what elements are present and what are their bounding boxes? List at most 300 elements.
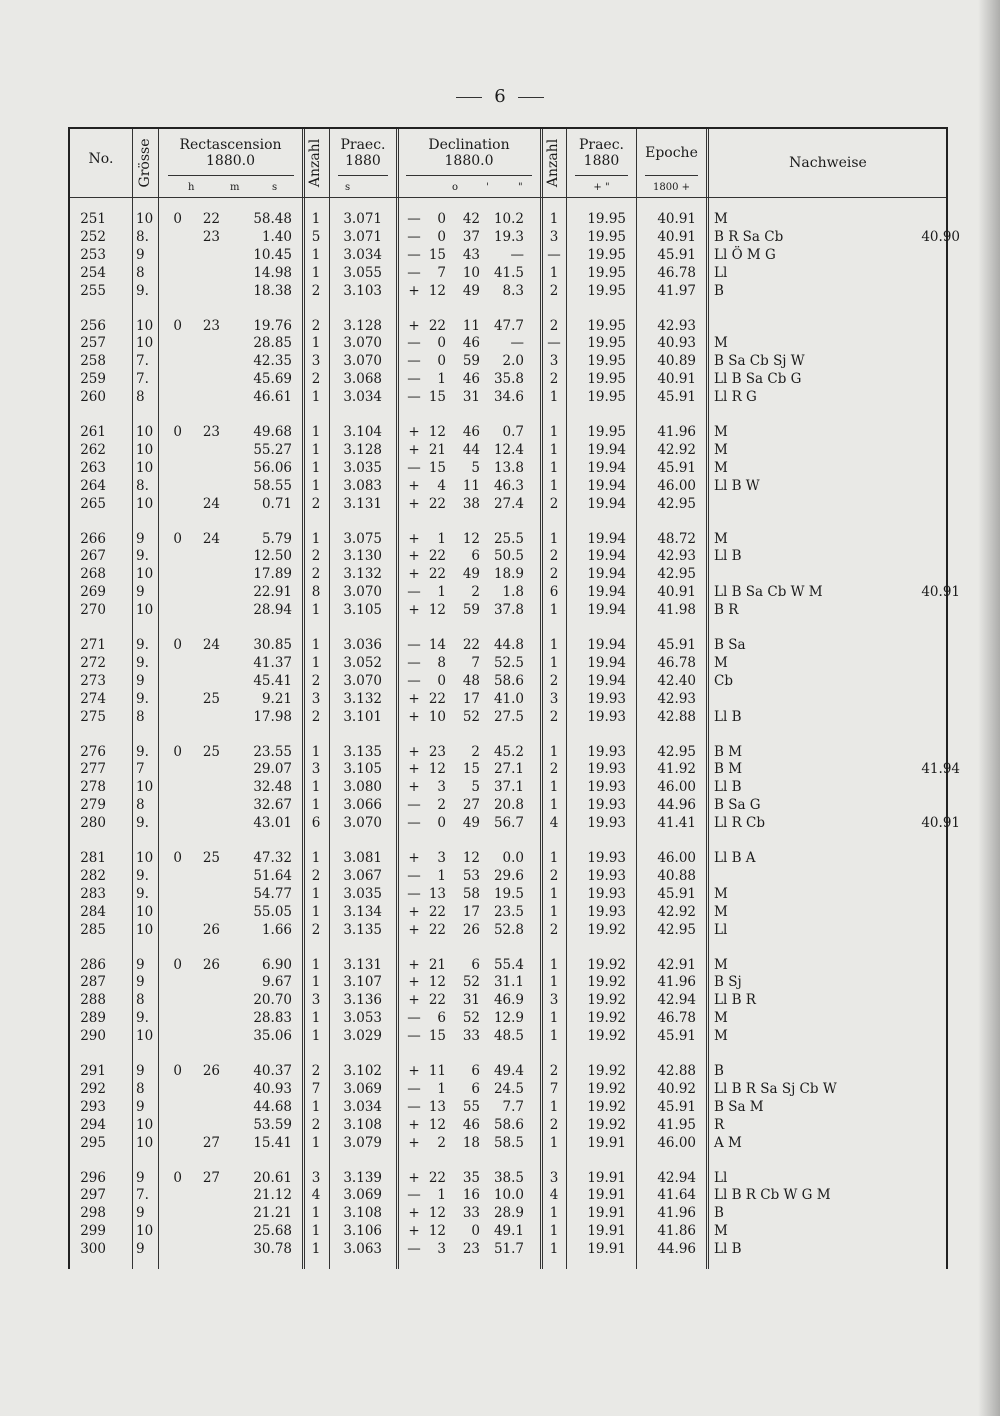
cell-note: 41.94 <box>921 761 960 778</box>
cell-sign: + <box>408 1134 420 1151</box>
cell-ep: 42.92 <box>657 441 696 458</box>
cell-n2: 2 <box>549 317 559 334</box>
table-row <box>70 813 960 833</box>
cell-n2: 2 <box>549 921 559 938</box>
header-epoche: Epoche <box>645 145 698 161</box>
cell-n1: 1 <box>311 974 321 991</box>
cell-ep: 44.96 <box>657 1241 696 1258</box>
cell-n1: 1 <box>311 211 321 227</box>
cell-n2: 2 <box>549 548 559 565</box>
cell-dd: 22 <box>428 690 446 707</box>
cell-prd: 19.94 <box>587 584 626 601</box>
table-row <box>70 1026 946 1046</box>
cell-dd: 22 <box>428 921 446 938</box>
cell-ep: 42.91 <box>657 956 696 973</box>
cell-sign: + <box>408 974 420 991</box>
cell-m: 26 <box>202 1063 220 1079</box>
cell-ds: 29.6 <box>493 867 524 884</box>
cell-ds: 58.5 <box>493 1134 524 1151</box>
cell-n2: 1 <box>549 1028 559 1045</box>
cell-sign: + <box>408 850 420 866</box>
cell-prd: 19.93 <box>587 708 626 725</box>
cell-pra: 3.034 <box>343 246 382 263</box>
header-ra-unit-m: m <box>230 182 240 193</box>
cell-s: 51.64 <box>253 867 292 884</box>
cell-prd: 19.94 <box>587 654 626 671</box>
cell-ds: 12.4 <box>493 441 524 458</box>
header-ra: Rectascension <box>179 137 282 153</box>
cell-n1: 3 <box>311 1169 321 1186</box>
cell-ep: 45.91 <box>657 885 696 902</box>
cell-n2: 4 <box>549 815 559 832</box>
cell-n2: 1 <box>549 797 559 814</box>
header-nachweise: Nachweise <box>789 155 867 171</box>
cell-mag: 9 <box>136 974 145 991</box>
cell-mag: 10 <box>136 1223 154 1240</box>
cell-pra: 3.069 <box>343 1080 382 1097</box>
cell-s: 9.21 <box>261 690 292 707</box>
cell-pra: 3.035 <box>343 885 382 902</box>
cell-no: 271 <box>80 637 106 653</box>
cell-n1: 1 <box>311 1028 321 1045</box>
cell-ep: 42.88 <box>657 708 696 725</box>
cell-ds: 19.3 <box>493 228 524 245</box>
cell-s: 58.55 <box>253 477 292 494</box>
cell-ref: Ll B <box>714 779 742 796</box>
header-ra-subrule <box>168 175 294 176</box>
cell-s: 45.41 <box>253 672 292 689</box>
cell-s: 9.67 <box>261 974 292 991</box>
cell-n2: 1 <box>549 211 559 227</box>
cell-prd: 19.95 <box>587 424 626 440</box>
cell-no: 279 <box>80 797 106 814</box>
cell-n2: 1 <box>549 1223 559 1240</box>
cell-dm: 46 <box>462 1116 480 1133</box>
cell-mag: 9 <box>136 956 145 973</box>
cell-no: 251 <box>80 211 106 227</box>
cell-pra: 3.052 <box>343 654 382 671</box>
cell-dm: 6 <box>471 956 480 973</box>
cell-s: 28.85 <box>253 335 292 352</box>
cell-s: 28.94 <box>253 602 292 619</box>
cell-ref: Ll B R <box>714 992 756 1009</box>
cell-n1: 1 <box>311 246 321 263</box>
cell-mag: 9 <box>136 530 145 547</box>
header-decl-epoch: 1880.0 <box>444 153 494 169</box>
cell-pra: 3.034 <box>343 389 382 406</box>
cell-sign: — <box>407 815 421 832</box>
cell-dd: 3 <box>437 850 446 866</box>
cell-no: 274 <box>80 690 106 707</box>
page-number-text: 6 <box>494 86 506 107</box>
table-row <box>70 494 946 514</box>
cell-n1: 1 <box>311 1098 321 1115</box>
cell-dm: 2 <box>471 584 480 601</box>
cell-s: 54.77 <box>253 885 292 902</box>
cell-sign: — <box>407 654 421 671</box>
cell-mag: 10 <box>136 335 154 352</box>
cell-ep: 42.95 <box>657 495 696 512</box>
cell-pra: 3.108 <box>343 1205 382 1222</box>
cell-ref: M <box>714 459 728 476</box>
cell-mag: 9. <box>136 690 149 707</box>
cell-dm: 18 <box>462 1134 480 1151</box>
cell-pra: 3.106 <box>343 1223 382 1240</box>
cell-n1: 1 <box>311 477 321 494</box>
cell-h: 0 <box>173 424 182 440</box>
cell-no: 294 <box>80 1116 106 1133</box>
cell-ref: Ll B <box>714 548 742 565</box>
cell-dm: 7 <box>471 654 480 671</box>
cell-ep: 45.91 <box>657 1098 696 1115</box>
cell-no: 252 <box>80 228 106 245</box>
cell-dm: 33 <box>462 1205 480 1222</box>
cell-n2: 1 <box>549 459 559 476</box>
cell-s: 6.90 <box>261 956 292 973</box>
cell-pra: 3.080 <box>343 779 382 796</box>
cell-mag: 9. <box>136 637 149 653</box>
cell-ds: 50.5 <box>493 548 524 565</box>
cell-m: 24 <box>202 495 220 512</box>
cell-s: 15.41 <box>253 1134 292 1151</box>
cell-s: 23.55 <box>253 743 292 760</box>
cell-prd: 19.92 <box>587 1063 626 1079</box>
cell-ref: Ll B R Sa Sj Cb W <box>714 1080 837 1097</box>
cell-n2: 1 <box>549 441 559 458</box>
cell-n1: 1 <box>311 779 321 796</box>
cell-prd: 19.94 <box>587 441 626 458</box>
header-praec-ra-unit: s <box>345 182 351 193</box>
cell-n2: 3 <box>549 1169 559 1186</box>
cell-ep: 42.95 <box>657 566 696 583</box>
cell-prd: 19.92 <box>587 1098 626 1115</box>
cell-prd: 19.92 <box>587 956 626 973</box>
cell-ref: Ll B <box>714 1241 742 1258</box>
cell-ds: 51.7 <box>493 1241 524 1258</box>
cell-mag: 7. <box>136 1187 149 1204</box>
cell-no: 267 <box>80 548 106 565</box>
cell-prd: 19.95 <box>587 246 626 263</box>
cell-sign: + <box>408 282 420 299</box>
cell-sign: — <box>407 637 421 653</box>
cell-dd: 15 <box>428 459 446 476</box>
page-number-dash-right <box>518 97 544 98</box>
cell-ep: 41.96 <box>657 974 696 991</box>
cell-no: 295 <box>80 1134 106 1151</box>
cell-n1: 6 <box>311 815 321 832</box>
cell-pra: 3.053 <box>343 1010 382 1027</box>
cell-pra: 3.130 <box>343 548 382 565</box>
cell-no: 264 <box>80 477 106 494</box>
cell-dm: 12 <box>462 850 480 866</box>
cell-sign: + <box>408 602 420 619</box>
cell-pra: 3.134 <box>343 903 382 920</box>
cell-ref: M <box>714 530 728 547</box>
cell-ds: 1.8 <box>502 584 524 601</box>
cell-sign: + <box>408 779 420 796</box>
cell-prd: 19.91 <box>587 1169 626 1186</box>
cell-sign: + <box>408 548 420 565</box>
page-shadow <box>978 0 1000 1416</box>
header-decl-unit-sec: " <box>518 182 523 193</box>
cell-n1: 1 <box>311 1134 321 1151</box>
cell-prd: 19.95 <box>587 264 626 281</box>
cell-dd: 0 <box>437 228 446 245</box>
cell-no: 286 <box>80 956 106 973</box>
cell-n1: 1 <box>311 1223 321 1240</box>
cell-dd: 22 <box>428 548 446 565</box>
cell-prd: 19.92 <box>587 1080 626 1097</box>
cell-n1: 2 <box>311 867 321 884</box>
cell-s: 32.67 <box>253 797 292 814</box>
cell-n2: 3 <box>549 690 559 707</box>
cell-s: 56.06 <box>253 459 292 476</box>
cell-sign: + <box>408 690 420 707</box>
cell-no: 276 <box>80 743 106 760</box>
cell-n2: 2 <box>549 495 559 512</box>
cell-s: 28.83 <box>253 1010 292 1027</box>
cell-ds: 48.5 <box>493 1028 524 1045</box>
cell-dd: 22 <box>428 1169 446 1186</box>
cell-pra: 3.035 <box>343 459 382 476</box>
cell-dd: 1 <box>437 1187 446 1204</box>
cell-h: 0 <box>173 637 182 653</box>
cell-dd: 12 <box>428 1205 446 1222</box>
cell-prd: 19.95 <box>587 211 626 227</box>
cell-dm: 11 <box>462 477 480 494</box>
cell-n1: 3 <box>311 992 321 1009</box>
cell-dm: 38 <box>462 495 480 512</box>
cell-n1: 1 <box>311 602 321 619</box>
cell-m: 26 <box>202 956 220 973</box>
cell-s: 45.69 <box>253 371 292 388</box>
cell-ds: 52.8 <box>493 921 524 938</box>
cell-ep: 41.86 <box>657 1223 696 1240</box>
cell-dd: 1 <box>437 867 446 884</box>
cell-n2: 1 <box>549 530 559 547</box>
cell-s: 41.37 <box>253 654 292 671</box>
cell-dd: 12 <box>428 424 446 440</box>
cell-dm: 15 <box>462 761 480 778</box>
cell-sign: — <box>407 867 421 884</box>
cell-ref: B Sa G <box>714 797 761 814</box>
cell-mag: 9 <box>136 1205 145 1222</box>
cell-sign: — <box>407 389 421 406</box>
cell-sign: — <box>407 353 421 370</box>
cell-mag: 9. <box>136 815 149 832</box>
cell-ep: 40.91 <box>657 584 696 601</box>
cell-prd: 19.94 <box>587 602 626 619</box>
cell-ep: 42.88 <box>657 1063 696 1079</box>
cell-dm: 37 <box>462 228 480 245</box>
cell-s: 1.66 <box>261 921 292 938</box>
cell-dm: 46 <box>462 335 480 352</box>
cell-m: 24 <box>202 530 220 547</box>
cell-pra: 3.081 <box>343 850 382 866</box>
cell-pra: 3.070 <box>343 353 382 370</box>
cell-h: 0 <box>173 850 182 866</box>
cell-ep: 42.94 <box>657 992 696 1009</box>
cell-mag: 7 <box>136 761 145 778</box>
cell-ds: 7.7 <box>502 1098 524 1115</box>
cell-n2: 3 <box>549 992 559 1009</box>
header-praec-ra-year: 1880 <box>345 153 381 169</box>
cell-dm: 12 <box>462 530 480 547</box>
cell-dd: 0 <box>437 815 446 832</box>
cell-n1: 1 <box>311 264 321 281</box>
cell-pra: 3.070 <box>343 584 382 601</box>
cell-prd: 19.93 <box>587 779 626 796</box>
cell-pra: 3.105 <box>343 761 382 778</box>
cell-dm: 35 <box>462 1169 480 1186</box>
cell-ref: B <box>714 1205 724 1222</box>
cell-s: 49.68 <box>253 424 292 440</box>
cell-n1: 2 <box>311 672 321 689</box>
cell-no: 265 <box>80 495 106 512</box>
page-number <box>0 86 1000 107</box>
cell-dm: 26 <box>462 921 480 938</box>
cell-ep: 46.78 <box>657 1010 696 1027</box>
cell-sign: + <box>408 424 420 440</box>
cell-dm: 59 <box>462 353 480 370</box>
cell-ds: 34.6 <box>493 389 524 406</box>
cell-sign: + <box>408 317 420 334</box>
cell-prd: 19.95 <box>587 335 626 352</box>
cell-mag: 10 <box>136 1134 154 1151</box>
cell-dd: 12 <box>428 282 446 299</box>
cell-no: 261 <box>80 424 106 440</box>
cell-ep: 40.91 <box>657 371 696 388</box>
catalogue-table <box>68 127 960 1269</box>
cell-n1: 2 <box>311 1063 321 1079</box>
cell-no: 282 <box>80 867 106 884</box>
cell-no: 288 <box>80 992 106 1009</box>
cell-ep: 45.91 <box>657 637 696 653</box>
cell-dd: 1 <box>437 1080 446 1097</box>
cell-dm: 5 <box>471 459 480 476</box>
cell-ds: 56.7 <box>493 815 524 832</box>
cell-mag: 9. <box>136 548 149 565</box>
cell-mag: 8 <box>136 1080 145 1097</box>
header-decl: Declination <box>428 137 510 153</box>
cell-sign: + <box>408 921 420 938</box>
cell-ds: 28.9 <box>493 1205 524 1222</box>
cell-prd: 19.91 <box>587 1241 626 1258</box>
header-praec-decl: Praec. <box>578 137 625 153</box>
cell-n2: 1 <box>549 903 559 920</box>
cell-ref: Ll B A <box>714 850 756 866</box>
cell-sign: + <box>408 956 420 973</box>
cell-ep: 42.40 <box>657 672 696 689</box>
cell-prd: 19.95 <box>587 282 626 299</box>
cell-no: 268 <box>80 566 106 583</box>
cell-ref: B Sa M <box>714 1098 764 1115</box>
cell-prd: 19.92 <box>587 1028 626 1045</box>
cell-dd: 12 <box>428 1116 446 1133</box>
cell-prd: 19.91 <box>587 1187 626 1204</box>
cell-pra: 3.075 <box>343 530 382 547</box>
cell-ref: B M <box>714 743 743 760</box>
cell-sign: + <box>408 477 420 494</box>
cell-mag: 7. <box>136 371 149 388</box>
cell-ep: 46.00 <box>657 1134 696 1151</box>
cell-s: 46.61 <box>253 389 292 406</box>
cell-ep: 41.95 <box>657 1116 696 1133</box>
cell-no: 269 <box>80 584 106 601</box>
cell-ref: B Sj <box>714 974 742 991</box>
cell-pra: 3.066 <box>343 797 382 814</box>
cell-dm: 22 <box>462 637 480 653</box>
cell-sign: + <box>408 1223 420 1240</box>
cell-s: 30.85 <box>253 637 292 653</box>
cell-ep: 42.95 <box>657 743 696 760</box>
table-row <box>70 387 946 407</box>
cell-n2: 6 <box>549 584 559 601</box>
cell-dm: 42 <box>462 211 480 227</box>
cell-no: 296 <box>80 1169 106 1186</box>
cell-ref: M <box>714 424 728 440</box>
cell-ep: 46.78 <box>657 654 696 671</box>
cell-dm: 10 <box>462 264 480 281</box>
cell-pra: 3.079 <box>343 1134 382 1151</box>
cell-ref: Ll Ö M G <box>714 246 776 263</box>
cell-m: 26 <box>202 921 220 938</box>
cell-pra: 3.101 <box>343 708 382 725</box>
cell-ep: 45.91 <box>657 389 696 406</box>
cell-h: 0 <box>173 743 182 760</box>
cell-pra: 3.131 <box>343 495 382 512</box>
cell-dm: 33 <box>462 1028 480 1045</box>
header-decl-unit-deg: o <box>452 182 459 193</box>
cell-no: 273 <box>80 672 106 689</box>
cell-n1: 3 <box>311 353 321 370</box>
header-ra-unit-h: h <box>188 182 195 193</box>
cell-m: 23 <box>202 228 220 245</box>
cell-dm: 49 <box>462 282 480 299</box>
cell-prd: 19.94 <box>587 672 626 689</box>
cell-no: 297 <box>80 1187 106 1204</box>
cell-ep: 42.93 <box>657 548 696 565</box>
cell-sign: — <box>407 246 421 263</box>
cell-dm: 6 <box>471 1080 480 1097</box>
cell-dd: 23 <box>428 743 446 760</box>
cell-n1: 1 <box>311 850 321 866</box>
cell-no: 272 <box>80 654 106 671</box>
cell-no: 289 <box>80 1010 106 1027</box>
cell-ds: 10.2 <box>493 211 524 227</box>
cell-s: 44.68 <box>253 1098 292 1115</box>
cell-pra: 3.131 <box>343 956 382 973</box>
cell-mag: 8 <box>136 992 145 1009</box>
cell-ref: Ll B <box>714 708 742 725</box>
cell-prd: 19.95 <box>587 389 626 406</box>
cell-h: 0 <box>173 1063 182 1079</box>
cell-sign: + <box>408 1063 420 1079</box>
cell-n1: 1 <box>311 797 321 814</box>
cell-pra: 3.067 <box>343 867 382 884</box>
cell-s: 55.27 <box>253 441 292 458</box>
cell-ref: B <box>714 282 724 299</box>
cell-n1: 1 <box>311 389 321 406</box>
cell-no: 298 <box>80 1205 106 1222</box>
cell-prd: 19.94 <box>587 495 626 512</box>
cell-ref: Ll R Cb <box>714 815 766 832</box>
cell-pra: 3.069 <box>343 1187 382 1204</box>
cell-sign: — <box>407 1010 421 1027</box>
cell-ref: Ll <box>714 921 728 938</box>
cell-pra: 3.036 <box>343 637 382 653</box>
cell-no: 291 <box>80 1063 106 1079</box>
